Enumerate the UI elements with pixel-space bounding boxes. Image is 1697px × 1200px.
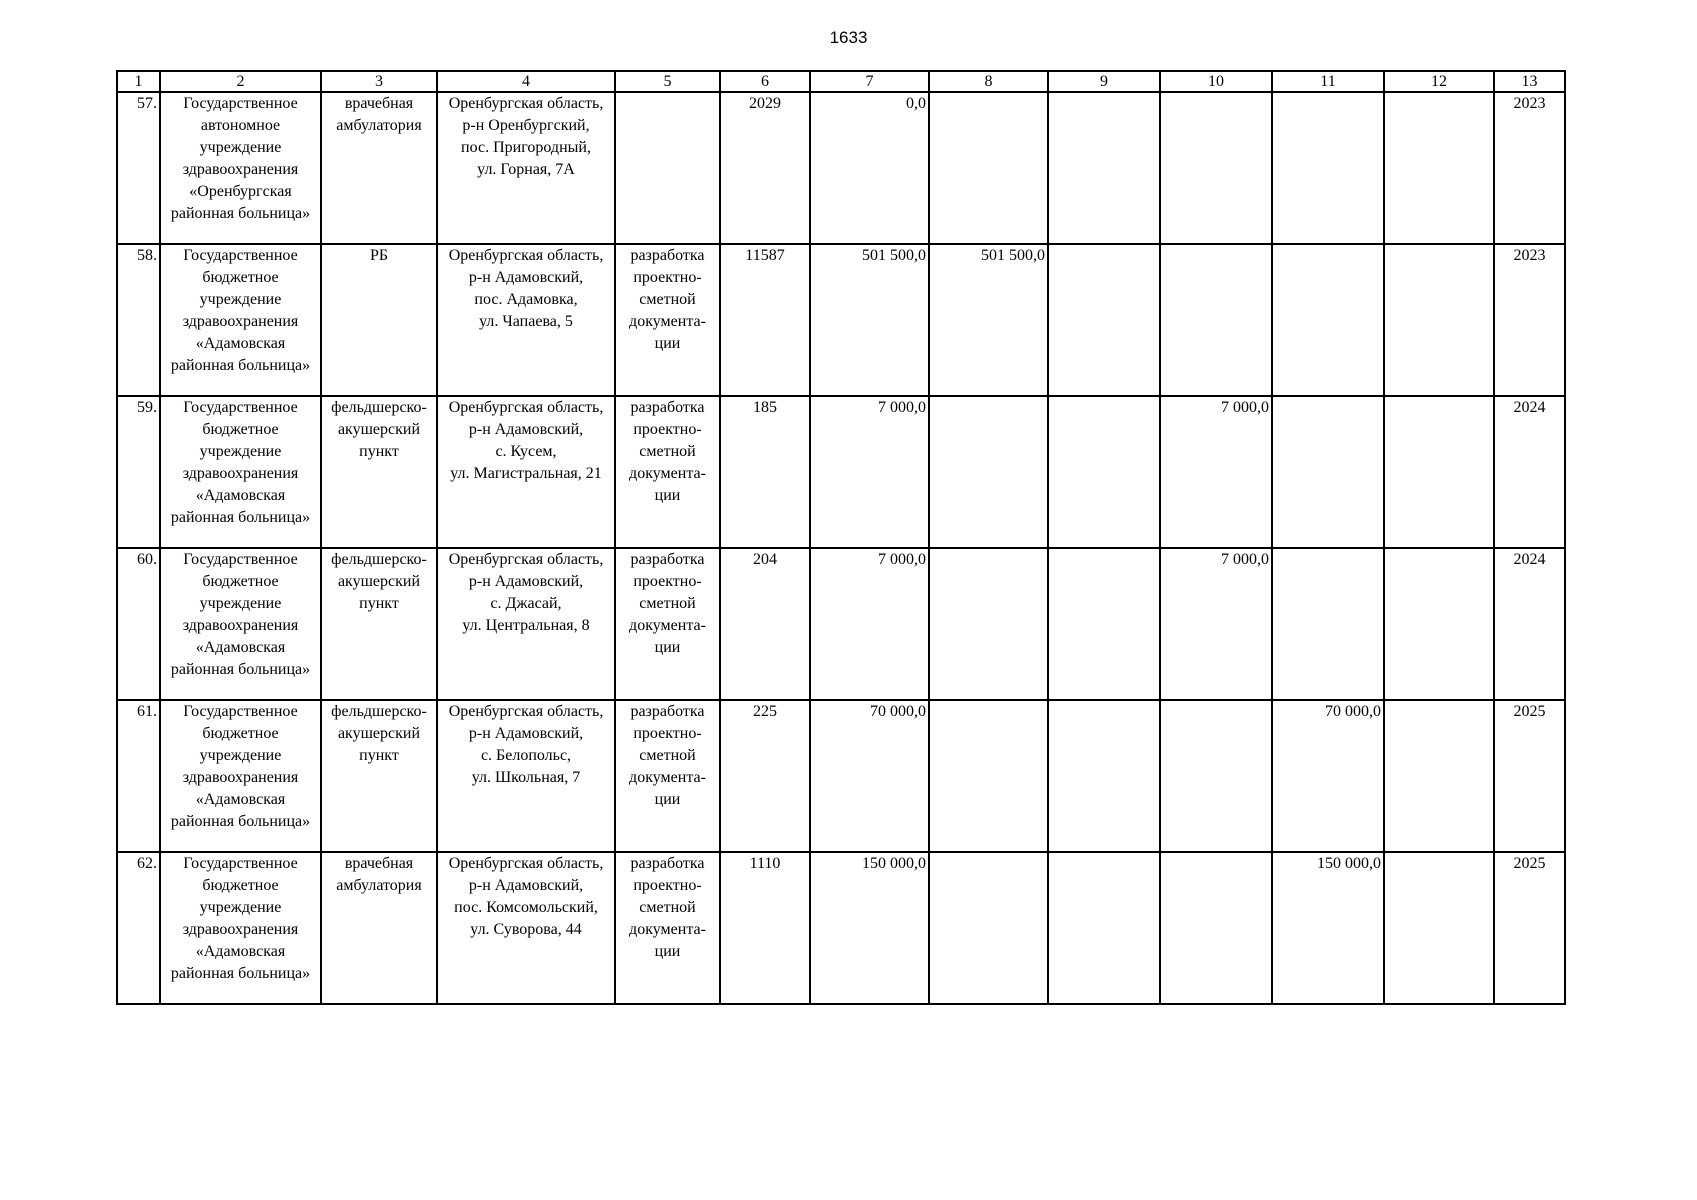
cell-line: р-н Адамовский, [468, 421, 584, 438]
cell-line: «Оренбургская [189, 183, 292, 200]
work-type [615, 700, 720, 852]
cell-line: разработка [630, 551, 705, 568]
column-number: 1 [117, 71, 160, 92]
column-number: 4 [437, 71, 615, 92]
cell-col-9 [1048, 852, 1160, 1004]
cell-line: документа- [629, 921, 706, 938]
cell-col-9 [1048, 244, 1160, 396]
cell-line: пос. Адамовка, [474, 291, 578, 308]
organization-name [160, 700, 321, 852]
cell-line: ул. Горная, 7А [477, 161, 575, 178]
cell-line: врачебная [344, 855, 414, 872]
cell-line: врачебная [344, 95, 414, 112]
cell-line: районная больница» [170, 357, 311, 374]
cell-line: здравоохранения [182, 921, 299, 938]
cell-line: ции [654, 335, 681, 352]
cell-line: документа- [629, 769, 706, 786]
cell-line: разработка [630, 247, 705, 264]
facility-address [437, 700, 615, 852]
cell-line: Оренбургская область, [448, 247, 604, 264]
cell-col-7: 0,0 [810, 92, 929, 244]
cell-line: документа- [629, 465, 706, 482]
cell-line: ул. Суворова, 44 [470, 921, 582, 938]
cell-col-8 [929, 548, 1048, 700]
cell-line: с. Белопольс, [480, 747, 572, 764]
cell-line: учреждение [199, 899, 282, 916]
cell-col-6: 11587 [720, 244, 810, 396]
cell-line: районная больница» [170, 965, 311, 982]
cell-col-13: 2024 [1494, 396, 1565, 548]
facility-address [437, 92, 615, 244]
cell-col-12 [1384, 396, 1494, 548]
cell-line: бюджетное [202, 573, 279, 590]
cell-col-10 [1160, 852, 1272, 1004]
row-number: 62. [117, 852, 160, 1004]
organization-name [160, 852, 321, 1004]
cell-line: фельдшерско- [331, 399, 427, 416]
facility-address [437, 396, 615, 548]
cell-line: с. Джасай, [490, 595, 562, 612]
cell-col-7: 7 000,0 [810, 396, 929, 548]
row-number: 60. [117, 548, 160, 700]
organization-name [160, 548, 321, 700]
table-row [117, 396, 1565, 548]
cell-line: пос. Комсомольский, [454, 899, 598, 916]
cell-col-7: 7 000,0 [810, 548, 929, 700]
cell-col-8 [929, 92, 1048, 244]
facility-type [321, 852, 437, 1004]
cell-col-12 [1384, 700, 1494, 852]
cell-col-6: 1110 [720, 852, 810, 1004]
cell-line: районная больница» [170, 661, 311, 678]
cell-line: ул. Школьная, 7 [471, 769, 581, 786]
cell-line: учреждение [199, 595, 282, 612]
cell-col-13: 2023 [1494, 92, 1565, 244]
cell-col-6: 2029 [720, 92, 810, 244]
facility-type [321, 244, 437, 396]
cell-line: «Адамовская [195, 791, 286, 808]
cell-line: «Адамовская [195, 487, 286, 504]
cell-col-10: 7 000,0 [1160, 548, 1272, 700]
cell-line: РБ [369, 247, 389, 264]
cell-col-10 [1160, 700, 1272, 852]
row-number: 58. [117, 244, 160, 396]
cell-col-11 [1272, 396, 1384, 548]
cell-line: акушерский [337, 573, 421, 590]
cell-line: фельдшерско- [331, 551, 427, 568]
column-number-row [117, 71, 1565, 92]
cell-line: сметной [639, 291, 696, 308]
cell-line: бюджетное [202, 877, 279, 894]
cell-line: Оренбургская область, [448, 551, 604, 568]
cell-line: бюджетное [202, 269, 279, 286]
cell-line: Оренбургская область, [448, 399, 604, 416]
cell-line: учреждение [199, 139, 282, 156]
cell-col-7: 150 000,0 [810, 852, 929, 1004]
row-number: 57. [117, 92, 160, 244]
cell-line: бюджетное [202, 421, 279, 438]
cell-line: районная больница» [170, 509, 311, 526]
cell-col-12 [1384, 548, 1494, 700]
cell-line: Государственное [183, 703, 298, 720]
table-row [117, 548, 1565, 700]
cell-line: р-н Адамовский, [468, 573, 584, 590]
cell-col-11 [1272, 244, 1384, 396]
table-row [117, 244, 1565, 396]
column-number: 13 [1494, 71, 1565, 92]
cell-col-9 [1048, 548, 1160, 700]
cell-line: амбулатория [336, 877, 422, 894]
cell-line: районная больница» [170, 813, 311, 830]
cell-line: Оренбургская область, [448, 95, 604, 112]
column-number: 7 [810, 71, 929, 92]
cell-col-11: 70 000,0 [1272, 700, 1384, 852]
column-number: 8 [929, 71, 1048, 92]
cell-col-11 [1272, 92, 1384, 244]
cell-line: фельдшерско- [331, 703, 427, 720]
column-number: 9 [1048, 71, 1160, 92]
facility-type [321, 548, 437, 700]
table-row [117, 700, 1565, 852]
facility-type [321, 700, 437, 852]
cell-col-10 [1160, 244, 1272, 396]
cell-line: ул. Магистральная, 21 [450, 465, 602, 482]
cell-line: проектно- [633, 269, 702, 286]
cell-line: Государственное [183, 247, 298, 264]
cell-line: пункт [359, 443, 399, 460]
column-number-header [117, 71, 1565, 92]
cell-line: Оренбургская область, [448, 703, 604, 720]
column-number: 2 [160, 71, 321, 92]
cell-col-13: 2023 [1494, 244, 1565, 396]
cell-line: пункт [359, 747, 399, 764]
cell-line: сметной [639, 899, 696, 916]
column-number: 6 [720, 71, 810, 92]
cell-col-9 [1048, 700, 1160, 852]
facility-type [321, 92, 437, 244]
cell-line: здравоохранения [182, 313, 299, 330]
column-number: 3 [321, 71, 437, 92]
cell-line: Государственное [183, 95, 298, 112]
cell-line: документа- [629, 313, 706, 330]
table-body [117, 92, 1565, 1004]
cell-line: «Адамовская [195, 943, 286, 960]
cell-line: здравоохранения [182, 465, 299, 482]
cell-line: Государственное [183, 551, 298, 568]
cell-col-13: 2025 [1494, 700, 1565, 852]
table-row [117, 852, 1565, 1004]
cell-line: сметной [639, 747, 696, 764]
cell-col-6: 225 [720, 700, 810, 852]
cell-line: Оренбургская область, [448, 855, 604, 872]
cell-line: учреждение [199, 291, 282, 308]
cell-line: документа- [629, 617, 706, 634]
cell-col-6: 204 [720, 548, 810, 700]
cell-line: учреждение [199, 747, 282, 764]
cell-col-13: 2024 [1494, 548, 1565, 700]
work-type [615, 548, 720, 700]
cell-col-10 [1160, 92, 1272, 244]
cell-line: ции [654, 943, 681, 960]
cell-line: здравоохранения [182, 769, 299, 786]
cell-col-12 [1384, 92, 1494, 244]
cell-line: р-н Адамовский, [468, 877, 584, 894]
organization-name [160, 396, 321, 548]
cell-line: «Адамовская [195, 335, 286, 352]
cell-col-11: 150 000,0 [1272, 852, 1384, 1004]
cell-line: бюджетное [202, 725, 279, 742]
cell-line: проектно- [633, 725, 702, 742]
cell-col-7: 70 000,0 [810, 700, 929, 852]
cell-line: Государственное [183, 399, 298, 416]
cell-line: разработка [630, 399, 705, 416]
cell-col-6: 185 [720, 396, 810, 548]
cell-line: акушерский [337, 725, 421, 742]
cell-line: пункт [359, 595, 399, 612]
cell-line: пос. Пригородный, [461, 139, 591, 156]
organization-name [160, 92, 321, 244]
column-number: 11 [1272, 71, 1384, 92]
cell-line: р-н Адамовский, [468, 269, 584, 286]
cell-line: сметной [639, 443, 696, 460]
cell-line: проектно- [633, 421, 702, 438]
cell-line: «Адамовская [195, 639, 286, 656]
cell-line: ул. Центральная, 8 [462, 617, 590, 634]
facility-type [321, 396, 437, 548]
cell-line: разработка [630, 855, 705, 872]
row-number: 59. [117, 396, 160, 548]
page-number: 1633 [829, 28, 868, 47]
cell-col-8: 501 500,0 [929, 244, 1048, 396]
facility-address [437, 244, 615, 396]
cell-line: с. Кусем, [495, 443, 557, 460]
cell-line: здравоохранения [182, 617, 299, 634]
cell-col-11 [1272, 548, 1384, 700]
cell-col-9 [1048, 396, 1160, 548]
facility-address [437, 852, 615, 1004]
cell-line: разработка [630, 703, 705, 720]
cell-col-8 [929, 396, 1048, 548]
work-type [615, 92, 720, 244]
column-number: 10 [1160, 71, 1272, 92]
cell-line: ул. Чапаева, 5 [479, 313, 573, 330]
cell-line: р-н Адамовский, [468, 725, 584, 742]
row-number: 61. [117, 700, 160, 852]
cell-line: районная больница» [170, 205, 311, 222]
cell-col-10: 7 000,0 [1160, 396, 1272, 548]
organization-name [160, 244, 321, 396]
cell-line: проектно- [633, 877, 702, 894]
cell-col-8 [929, 700, 1048, 852]
column-number: 12 [1384, 71, 1494, 92]
cell-line: автономное [200, 117, 281, 134]
cell-line: акушерский [337, 421, 421, 438]
cell-line: амбулатория [336, 117, 422, 134]
work-type [615, 396, 720, 548]
cell-line: здравоохранения [182, 161, 299, 178]
cell-col-12 [1384, 244, 1494, 396]
cell-col-8 [929, 852, 1048, 1004]
cell-line: учреждение [199, 443, 282, 460]
document-table [116, 70, 1566, 1005]
cell-col-12 [1384, 852, 1494, 1004]
cell-col-7: 501 500,0 [810, 244, 929, 396]
work-type [615, 852, 720, 1004]
cell-col-13: 2025 [1494, 852, 1565, 1004]
cell-line: Государственное [183, 855, 298, 872]
facility-address [437, 548, 615, 700]
table-row [117, 92, 1565, 244]
column-number: 5 [615, 71, 720, 92]
work-type [615, 244, 720, 396]
cell-line: ции [654, 487, 681, 504]
cell-col-9 [1048, 92, 1160, 244]
cell-line: р-н Оренбургский, [462, 117, 590, 134]
cell-line: ции [654, 639, 681, 656]
cell-line: сметной [639, 595, 696, 612]
cell-line: ции [654, 791, 681, 808]
cell-line: проектно- [633, 573, 702, 590]
